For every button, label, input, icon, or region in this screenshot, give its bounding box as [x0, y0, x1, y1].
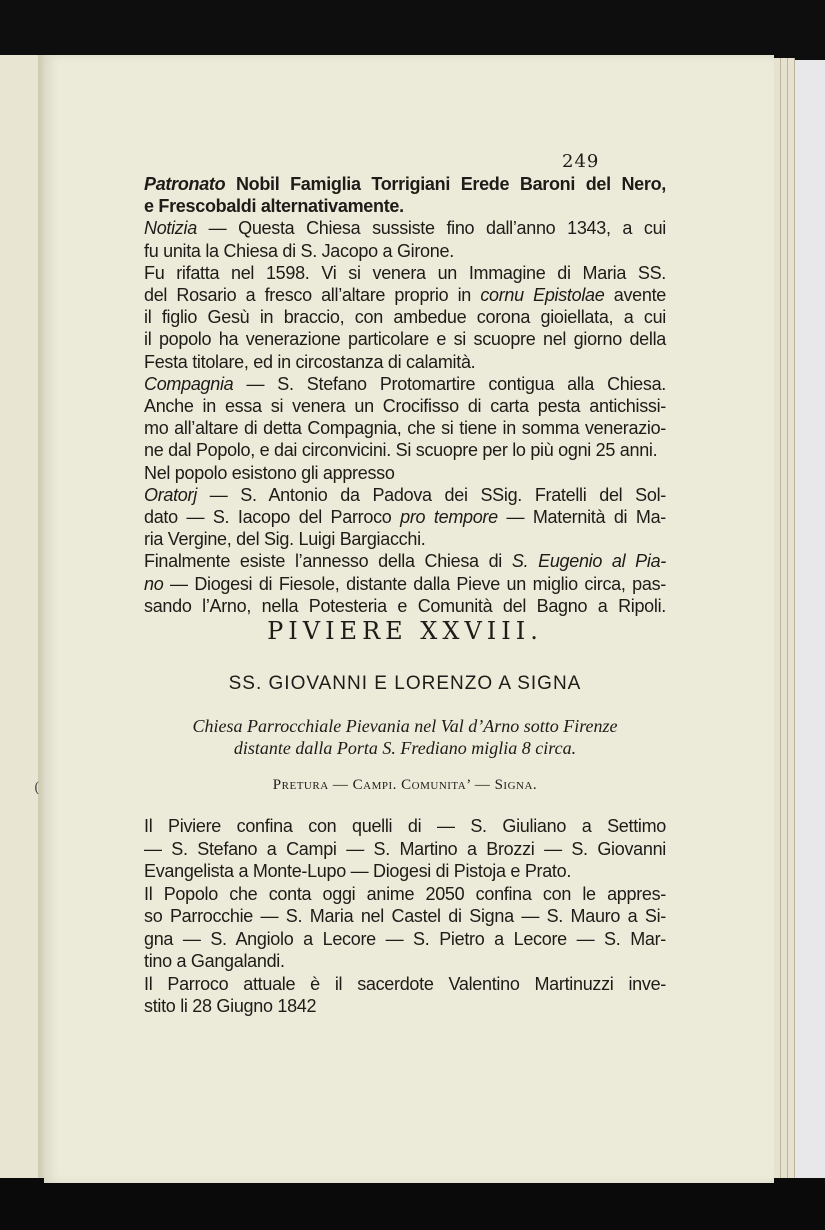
text-run: Il Popolo che conta oggi anime 2050 confina con le appres- — [144, 883, 666, 904]
body-text-top — [144, 173, 666, 617]
text-run: cornu Epistolae — [480, 285, 605, 306]
text-line — [144, 439, 666, 461]
text-line — [144, 240, 666, 262]
text-line — [144, 950, 666, 973]
text-line — [144, 417, 666, 439]
text-line — [144, 838, 666, 861]
text-run: no — [144, 573, 164, 594]
text-line — [144, 462, 666, 484]
text-run: Compagnia — [144, 373, 234, 394]
text-run: — Maternità di Ma- — [497, 507, 666, 528]
text-line — [144, 173, 666, 195]
text-run: ria Vergine, del Sig. Luigi Bargiacchi. — [144, 529, 426, 550]
page-number: 249 — [562, 151, 600, 172]
text-line — [144, 528, 666, 550]
text-run: — S. Antonio da Padova dei SSig. Fratelli del Sol- — [196, 484, 666, 505]
text-run: Oratorj — [144, 484, 197, 505]
scan-bottom-border — [0, 1178, 825, 1230]
text-line — [144, 815, 666, 838]
text-run: Evangelista a Monte-Lupo — Diogesi di Pistoja e Prato. — [144, 861, 572, 881]
text-run: mo all’altare di detta Compagnia, che si tiene in somma venerazio- — [144, 418, 666, 439]
text-run: Finalmente esiste l’annesso della Chiesa di — [144, 551, 512, 572]
text-line — [144, 973, 666, 996]
text-run: fu unita la Chiesa di S. Jacopo a Girone. — [144, 240, 454, 261]
page-edge — [781, 58, 788, 1178]
text-run: Il Piviere confina con quelli di — S. Giuliano a Settimo — [144, 816, 666, 836]
text-run: dato — S. Iacopo del Parroco — [144, 507, 401, 528]
text-run: S. Eugenio al Pia- — [511, 551, 666, 572]
section-heading: PIVIERE XXVIII. — [267, 617, 543, 645]
text-run: Nel popolo esistono gli appresso — [144, 462, 395, 483]
text-run: il figlio Gesù in braccio, con ambedue corona gioiellata, a cui — [144, 307, 666, 328]
text-run: Patronato — [144, 174, 226, 194]
body-text-bottom — [144, 815, 666, 1018]
text-run: tino a Gangalandi. — [144, 951, 285, 971]
text-run: stito li 28 Giugno 1842 — [144, 996, 317, 1016]
text-line — [144, 284, 666, 306]
subtitle-line: Chiesa Parrocchiale Pievania nel Val d’Arno sotto Firenze — [192, 716, 618, 736]
text-run: — Diogesi di Fiesole, distante dalla Pieve un miglio circa, pas- — [163, 573, 666, 594]
text-run: — Questa Chiesa sussiste fino dall’anno 1343, a cui — [196, 218, 666, 239]
text-line — [144, 928, 666, 951]
text-line — [144, 262, 666, 284]
text-line — [144, 506, 666, 528]
page-edge — [788, 58, 795, 1178]
text-run: gna — S. Angiolo a Lecore — S. Pietro a Lecore — S. Mar- — [144, 928, 666, 949]
text-run: so Parrocchie — S. Maria nel Castel di Signa — S. Mauro a Si- — [144, 906, 666, 926]
text-line — [144, 883, 666, 906]
text-run: avente — [604, 285, 666, 306]
text-run: del Rosario a fresco all’altare proprio in — [144, 285, 481, 306]
text-line — [144, 217, 666, 239]
page-edge — [774, 58, 781, 1178]
text-line — [144, 373, 666, 395]
text-run: Notizia — [144, 218, 197, 239]
text-run: ne dal Popolo, e dai circonvicini. Si scuopre per lo più ogni 25 anni. — [144, 440, 658, 461]
text-line — [144, 328, 666, 350]
text-line — [144, 905, 666, 928]
text-run: il popolo ha venerazione particolare e si scuopre nel giorno della — [144, 329, 666, 350]
text-run: e Frescobaldi alternativamente. — [144, 196, 404, 217]
text-line — [144, 550, 666, 572]
text-line — [144, 595, 666, 617]
text-run: — S. Stefano Protomartire contigua alla Chiesa. — [233, 373, 666, 394]
margin-mark: ( — [34, 780, 40, 796]
church-title: SS. GIOVANNI E LORENZO A SIGNA — [228, 673, 582, 694]
church-subtitle — [144, 715, 666, 759]
text-line — [144, 306, 666, 328]
book-page — [34, 55, 774, 1183]
text-line — [144, 995, 666, 1018]
text-run: Festa titolare, ed in circostanza di calamità. — [144, 351, 476, 372]
text-run: Nobil Famiglia Torrigiani Erede Baroni del Nero, — [225, 174, 666, 194]
jurisdiction-line: Pretura — Campi. Comunita’ — Signa. — [272, 777, 538, 793]
text-run: Fu rifatta nel 1598. Vi si venera un Immagine di Maria SS. — [144, 262, 666, 283]
text-line — [144, 484, 666, 506]
text-run: Anche in essa si venera un Crocifisso di carta pesta antichissi- — [144, 396, 666, 417]
subtitle-line: distante dalla Porta S. Frediano miglia 8 circa. — [233, 738, 577, 758]
text-line — [144, 395, 666, 417]
text-line — [144, 860, 666, 883]
text-line — [144, 351, 666, 373]
text-run: — S. Stefano a Campi — S. Martino a Brozzi — S. Giovanni — [144, 838, 666, 859]
text-line — [144, 573, 666, 595]
text-run: pro tempore — [400, 507, 498, 528]
text-line — [144, 195, 666, 217]
text-run: Il Parroco attuale è il sacerdote Valentino Martinuzzi inve- — [144, 973, 666, 994]
text-run: sando l’Arno, nella Potesteria e Comunità del Bagno a Ripoli. — [144, 595, 666, 616]
